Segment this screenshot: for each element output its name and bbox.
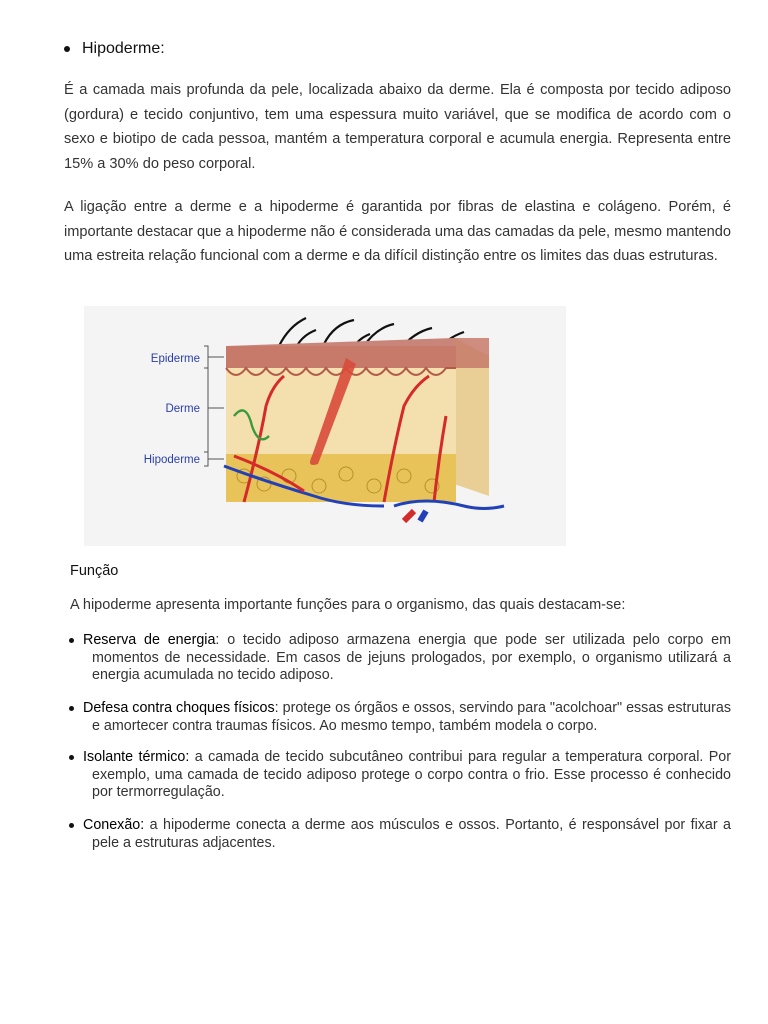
- label-hipoderme: Hipoderme: [143, 454, 200, 466]
- label-derme: Derme: [165, 403, 200, 415]
- item-term: Defesa contra choques físicos: [83, 700, 275, 716]
- list-item: [66, 632, 731, 685]
- paragraph-2: A ligação entre a derme e a hipoderme é garantida por fibras de elastina e colágeno. Porém, é importante destacar que a hipoderme não é considerada uma das camadas da pele, mesmo mantendo uma estreita relação funcional com a derme e da difícil distinção entre os limites das duas estruturas.: [64, 199, 731, 264]
- bullet-dot: [69, 706, 74, 711]
- item-text: : o tecido adiposo armazena energia que pode ser utilizada pelo corpo em momentos de necessidade. Em casos de jejuns prologados, por exemplo, o organismo utilizará a energia acumulada no tecido adiposo.: [92, 632, 731, 683]
- label-epiderme: Epiderme: [150, 353, 200, 365]
- list-item: [66, 749, 731, 802]
- bullet-dot: [69, 755, 74, 760]
- funcao-intro: A hipoderme apresenta importante funções para o organismo, das quais destacam-se:: [70, 597, 626, 613]
- list-item: [66, 700, 731, 735]
- section-heading: Hipoderme:: [82, 40, 165, 57]
- paragraph-1: É a camada mais profunda da pele, localizada abaixo da derme. Ela é composta por tecido adiposo (gordura) e tecido conjuntivo, tem uma espessura muito variável, que se modifica de acordo com o sexo e biotipo de cada pessoa, mantém a temperatura corporal e acumula energia. Representa entre 15% a 30% do peso corporal.: [64, 82, 731, 172]
- bullet-dot: [64, 46, 70, 52]
- layer-brackets: [204, 346, 224, 466]
- skin-layers-illustration: [84, 306, 566, 546]
- item-term: Conexão:: [83, 817, 145, 833]
- funcao-title: Função: [70, 563, 119, 579]
- item-text: a hipoderme conecta a derme aos músculos e ossos. Portanto, é responsável por fixar a pele a estruturas adjacentes.: [92, 817, 731, 851]
- bullet-dot: [69, 638, 74, 643]
- item-text: : protege os órgãos e ossos, servindo para "acolchoar" essas estruturas e amortecer contra traumas físicos. Ao mesmo tempo, também modela o corpo.: [92, 700, 731, 734]
- item-term: Isolante térmico:: [83, 749, 190, 765]
- skin-diagram: [84, 306, 566, 546]
- list-item: [66, 817, 731, 852]
- epidermis-layer: [226, 346, 456, 368]
- heading-bullet: [64, 40, 165, 58]
- item-term: Reserva de energia: [83, 632, 216, 648]
- item-text: a camada de tecido subcutâneo contribui para regular a temperatura corporal. Por exemplo, uma camada de tecido adiposo protege o corpo contra o frio. Esse processo é conhecido por termorregulação.: [92, 749, 732, 800]
- bullet-dot: [69, 823, 74, 828]
